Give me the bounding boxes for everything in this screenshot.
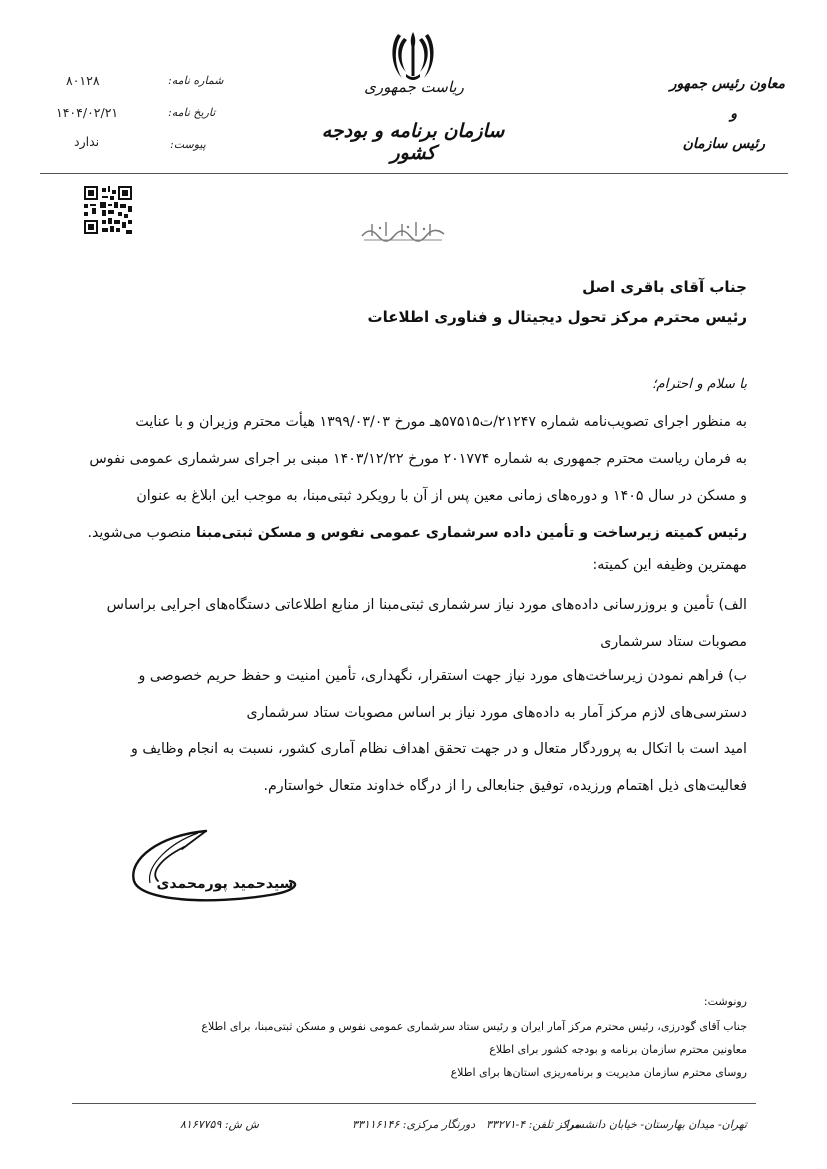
footer-phone: مرکز تلفن: ۴-۳۳۲۷۱ xyxy=(486,1118,580,1131)
letter-number-value: ۸۰۱۲۸ xyxy=(66,73,100,88)
footer-fax: دورنگار مرکزی: ۳۳۱۱۶۱۴۶ xyxy=(352,1118,476,1131)
attachment-value: ندارد xyxy=(74,134,100,149)
closing-line-2: فعالیت‌های ذیل اهتمام ورزیده، توفیق جنابعالی را از درگاه خداوند متعال خواستارم. xyxy=(263,778,747,794)
header-divider xyxy=(40,173,788,174)
footer-postal-code: ش ش: ۸۱۶۷۷۵۹ xyxy=(180,1118,259,1131)
attachment-label: پیوست: xyxy=(170,138,206,151)
main-paragraph-line-4 xyxy=(79,515,747,552)
greeting: با سلام و احترام؛ xyxy=(651,376,747,392)
sender-role-line1: معاون رئیس جمهور xyxy=(669,76,785,92)
duty-b-line-2: دسترسی‌های لازم مرکز آمار به داده‌های مورد نیاز بر اساس مصوبات ستاد سرشماری xyxy=(246,705,747,721)
closing-line-1: امید است با اتکال به پروردگار متعال و در جهت تحقق اهداف نظام آماری کشور، نسبت به انجام وظایف و xyxy=(130,741,747,757)
duty-a-line-2: مصوبات ستاد سرشماری xyxy=(600,634,747,650)
addressee-title: رئیس محترم مرکز تحول دیجیتال و فناوری اطلاعات xyxy=(367,308,747,326)
signatory-name: سیدحمید پورمحمدی xyxy=(156,876,294,892)
main-paragraph xyxy=(79,404,747,552)
qr-code-icon xyxy=(84,186,132,234)
letter-date-value: ۱۴۰۴/۰۲/۲۱ xyxy=(56,105,119,120)
duty-a xyxy=(79,587,747,661)
cc-line-1: جناب آقای گودرزی، رئیس محترم مرکز آمار ایران و رئیس ستاد سرشماری عمومی نفوس و مسکن ثبتی‌مبنا، برای اطلاع xyxy=(201,1020,747,1033)
duty-b-line-1: ب) فراهم نمودن زیرساخت‌های مورد نیاز جهت استقرار، نگهداری، تأمین امنیت و حفظ حریم خصوصی و xyxy=(138,668,747,684)
main-paragraph-line-2: به فرمان ریاست محترم جمهوری به شماره ۲۰۱۷۷۴ مورخ ۱۴۰۳/۱۲/۲۲ مبنی بر اجرای سرشماری عمومی نفوس xyxy=(89,451,747,467)
cc-label: رونوشت: xyxy=(703,995,747,1008)
cc-line-3: روسای محترم سازمان مدیریت و برنامه‌ریزی استان‌ها برای اطلاع xyxy=(450,1066,747,1079)
duty-a-line-1: الف) تأمین و بروزرسانی داده‌های مورد نیاز سرشماری ثبتی‌مبنا از منابع اطلاعاتی دستگاه‌های اجرایی براساس xyxy=(106,597,747,613)
duties-intro: مهمترین وظیفه این کمیته: xyxy=(592,557,747,573)
iran-emblem-icon xyxy=(388,28,438,84)
footer-divider xyxy=(72,1103,756,1104)
letter-date-label: تاریخ نامه: xyxy=(168,106,216,119)
basmala-calligraphy-icon xyxy=(358,218,448,244)
main-paragraph-line-1: به منظور اجرای تصویب‌نامه شماره ۲۱۲۴۷/ت۵۷۵۱۵هـ مورخ ۱۳۹۹/۰۳/۰۳ هیأت محترم وزیران و با عنایت xyxy=(135,414,747,430)
footer-address: تهران- میدان بهارستان- خیابان دانشسرا xyxy=(565,1118,747,1131)
cc-line-2: معاونین محترم سازمان برنامه و بودجه کشور برای اطلاع xyxy=(489,1043,747,1056)
organization-title: سازمان برنامه و بودجه کشور xyxy=(321,120,505,164)
sender-role-line2: و xyxy=(730,106,737,122)
sender-role-line3: رئیس سازمان xyxy=(682,136,765,152)
appointment-phrase: منصوب می‌شوید. xyxy=(87,525,196,541)
duty-b xyxy=(79,658,747,732)
addressee-name: جناب آقای باقری اصل xyxy=(582,278,747,296)
committee-title: رئیس کمیته زیرساخت و تأمین داده سرشماری عمومی نفوس و مسکن ثبتی‌مبنا xyxy=(195,525,747,541)
main-paragraph-line-3: و مسکن در سال ۱۴۰۵ و دوره‌های زمانی معین پس از آن با رویکرد ثبتی‌مبنا، به موجب این ابلاغ به عنوان xyxy=(136,488,747,504)
letter-number-label: شماره نامه: xyxy=(168,74,224,87)
signature-stroke xyxy=(120,825,300,905)
closing-paragraph xyxy=(79,731,747,805)
presidency-title: ریاست جمهوری xyxy=(364,78,464,96)
